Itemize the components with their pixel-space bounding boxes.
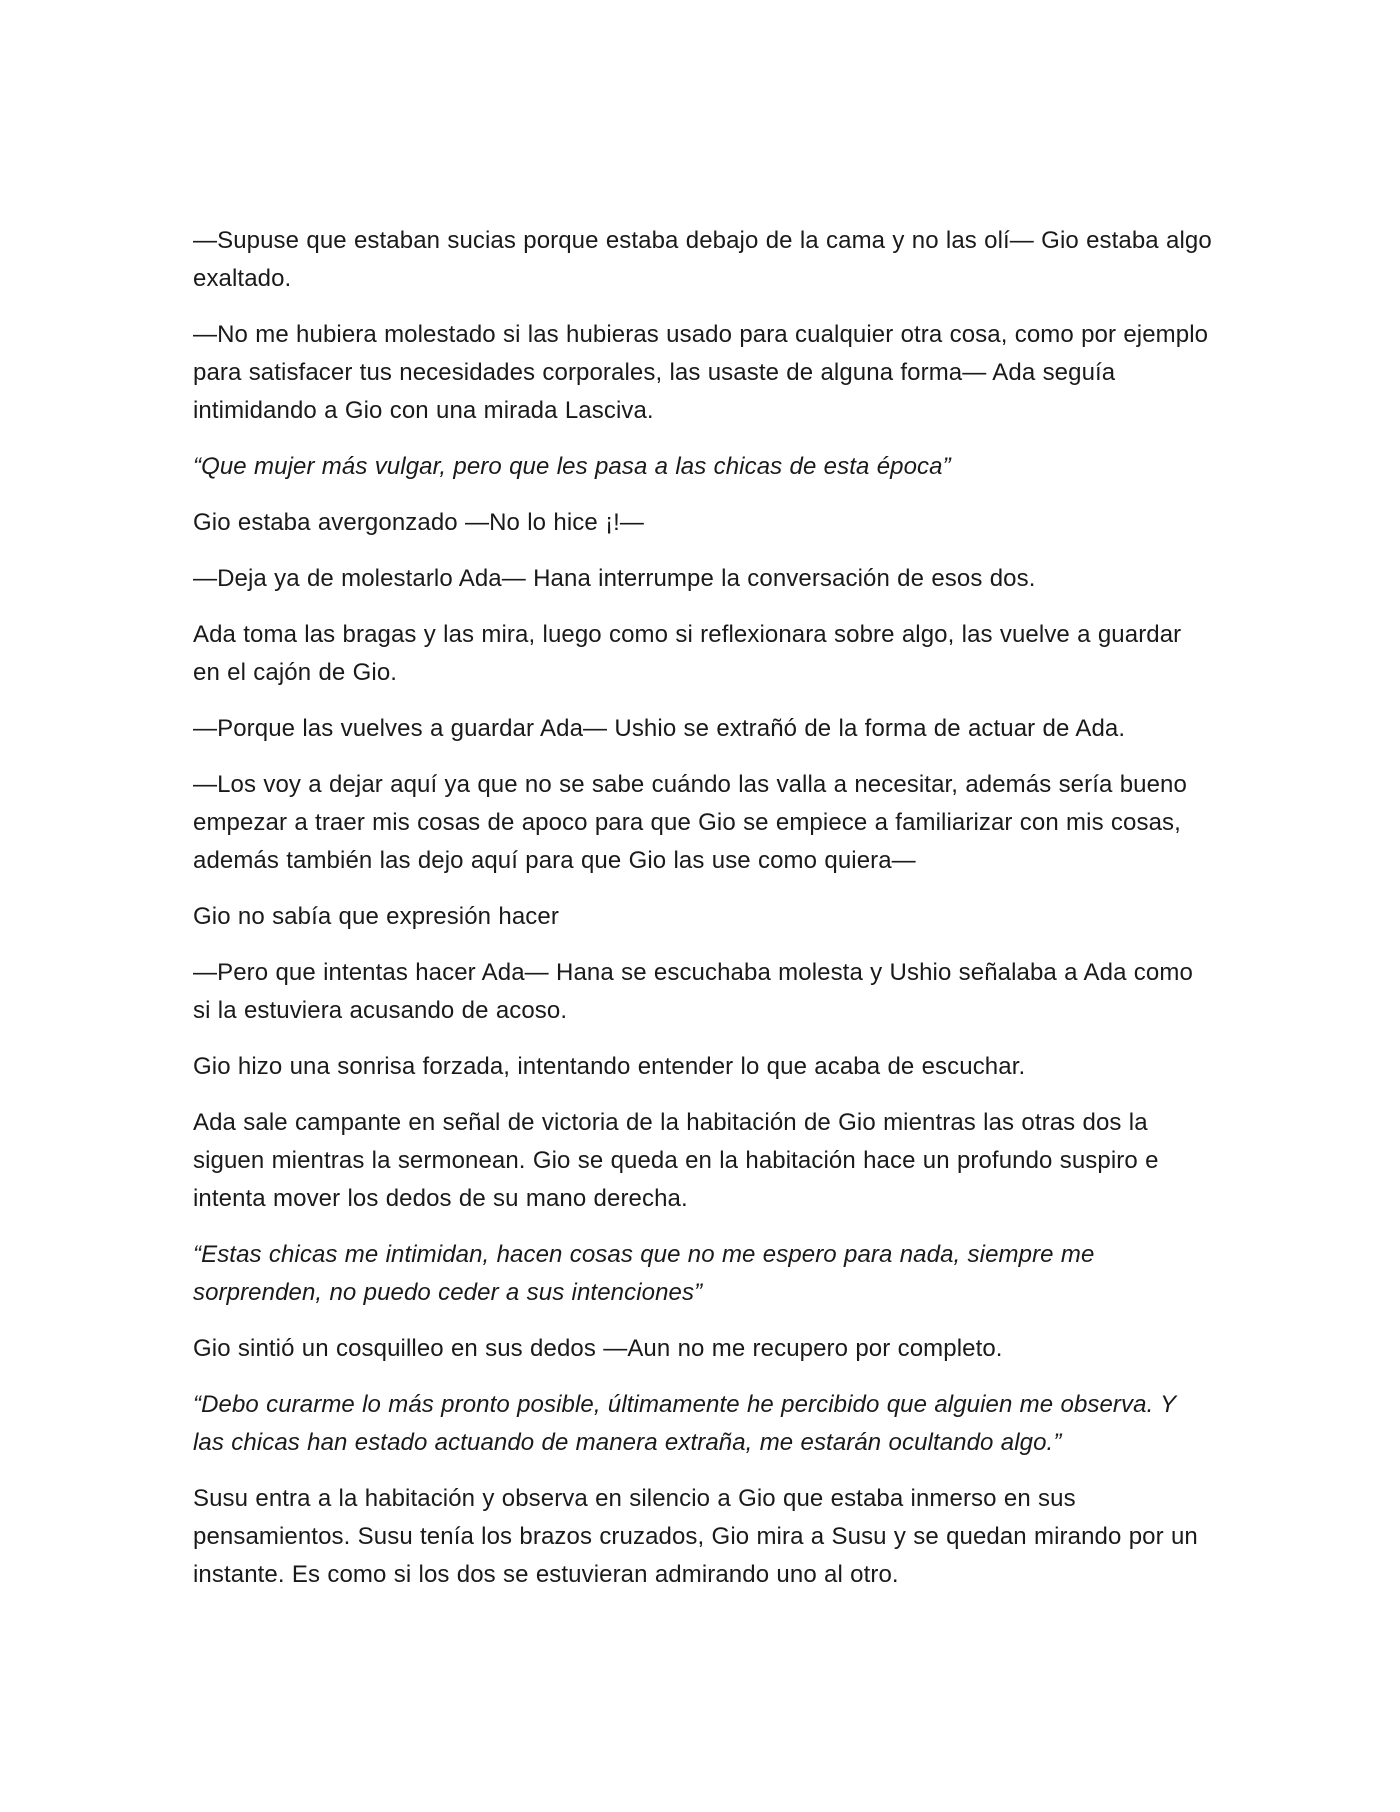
thought-paragraph-1: “Que mujer más vulgar, pero que les pasa a las chicas de esta época” bbox=[193, 453, 951, 480]
paragraph-11: Gio hizo una sonrisa forzada, intentando entender lo que acaba de escuchar. bbox=[193, 1053, 1026, 1080]
paragraph-9: Gio no sabía que expresión hacer bbox=[193, 903, 559, 930]
paragraph-2: —No me hubiera molestado si las hubieras usado para cualquier otra cosa, como por ejemplo para satisfacer tus necesidades corporales, las usaste de alguna forma— Ada seguía intimidando a Gio con una mirada Lasciva. bbox=[193, 321, 1209, 424]
thought-paragraph-2: “Estas chicas me intimidan, hacen cosas que no me espero para nada, siempre me sorprenden, no puedo ceder a sus intenciones” bbox=[193, 1241, 1095, 1306]
thought-paragraph-3: “Debo curarme lo más pronto posible, últimamente he percibido que alguien me observa. Y las chicas han estado actuando de manera extraña, me estarán ocultando algo.” bbox=[193, 1391, 1176, 1456]
paragraph-7: —Porque las vuelves a guardar Ada— Ushio se extrañó de la forma de actuar de Ada. bbox=[193, 715, 1126, 742]
document-page bbox=[193, 222, 1213, 1612]
paragraph-1: —Supuse que estaban sucias porque estaba debajo de la cama y no las olí— Gio estaba algo exaltado. bbox=[193, 227, 1212, 292]
paragraph-10: —Pero que intentas hacer Ada— Hana se escuchaba molesta y Ushio señalaba a Ada como si la estuviera acusando de acoso. bbox=[193, 959, 1193, 1024]
paragraph-16: Susu entra a la habitación y observa en silencio a Gio que estaba inmerso en sus pensamientos. Susu tenía los brazos cruzados, Gio mira a Susu y se quedan mirando por un instante. Es como si los dos se estuvieran admirando uno al otro. bbox=[193, 1485, 1198, 1588]
paragraph-8: —Los voy a dejar aquí ya que no se sabe cuándo las valla a necesitar, además sería bueno empezar a traer mis cosas de apoco para que Gio se empiece a familiarizar con mis cosas, además también las dejo aquí para que Gio las use como quiera— bbox=[193, 771, 1187, 874]
paragraph-12: Ada sale campante en señal de victoria de la habitación de Gio mientras las otras dos la siguen mientras la sermonean. Gio se queda en la habitación hace un profundo suspiro e intenta mover los dedos de su mano derecha. bbox=[193, 1109, 1159, 1212]
paragraph-6: Ada toma las bragas y las mira, luego como si reflexionara sobre algo, las vuelve a guardar en el cajón de Gio. bbox=[193, 621, 1182, 686]
paragraph-5: —Deja ya de molestarlo Ada— Hana interrumpe la conversación de esos dos. bbox=[193, 565, 1036, 592]
paragraph-14: Gio sintió un cosquilleo en sus dedos —Aun no me recupero por completo. bbox=[193, 1335, 1003, 1362]
paragraph-4: Gio estaba avergonzado —No lo hice ¡!— bbox=[193, 509, 645, 536]
